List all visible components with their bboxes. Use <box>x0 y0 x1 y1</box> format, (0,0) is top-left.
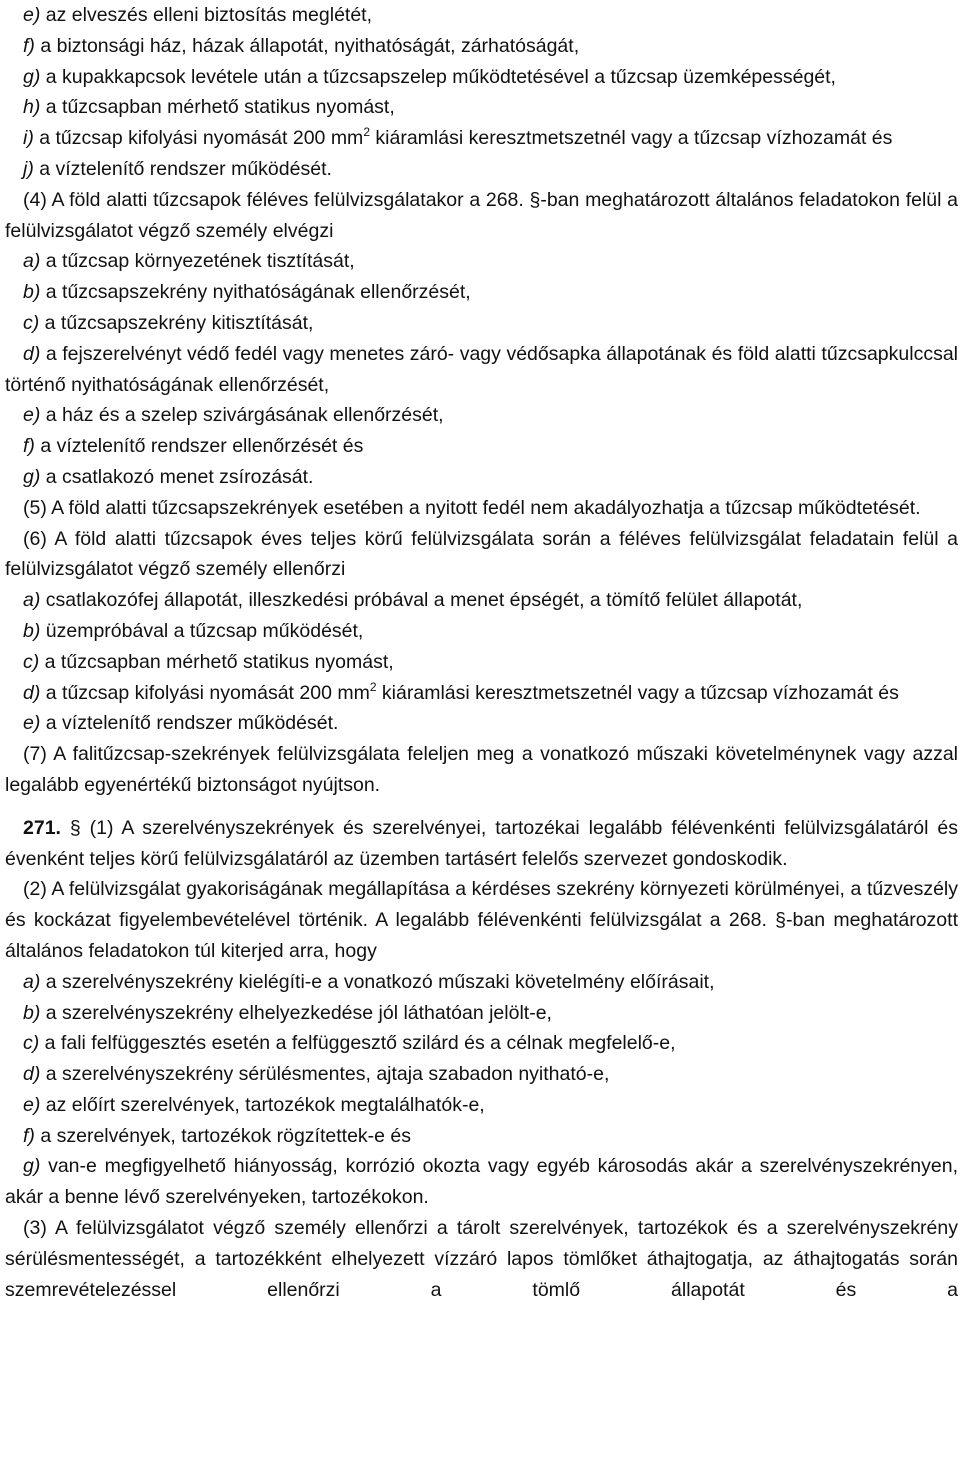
list-item-e: e) az elveszés elleni biztosítás meglétét, <box>23 4 373 26</box>
paragraph-2: (2) A felülvizsgálat gyakoriságának megállapítása a kérdéses szekrény környezeti körülményei, a tűzveszély és kockázat figyelembevételével történik. A legalább félévenkénti felülvizsgálat a 268. §-ban meghatározott általános feladatokon túl kiterjed arra, hogy <box>5 878 958 962</box>
list-item-g: g) a kupakkapcsok levétele után a tűzcsapszelep működtetésével a tűzcsap üzemképességét, <box>23 65 836 88</box>
list-item-e: e) a víztelenítő rendszer működését. <box>23 712 339 735</box>
list-item-e: e) a ház és a szelep szivárgásának ellenőrzését, <box>23 404 444 427</box>
section-number: 271. <box>23 816 61 839</box>
list-item-c: c) a tűzcsapszekrény kitisztítását, <box>23 311 314 334</box>
list-item-h: h) a tűzcsapban mérhető statikus nyomást, <box>23 96 395 119</box>
list-item-b: b) a tűzcsapszekrény nyithatóságának ellenőrzését, <box>23 281 471 304</box>
list-item-d: d) a fejszerelvényt védő fedél vagy menetes záró- vagy védősapka állapotának és föld alatti tűzcsapkulccsal történő nyithatóságának ellenőrzését, <box>5 342 958 396</box>
list-item-a: a) a tűzcsap környezetének tisztítását, <box>23 250 355 273</box>
paragraph-5: (5) A föld alatti tűzcsapszekrények esetében a nyitott fedél nem akadályozhatja a tűzcsap működtetését. <box>23 496 921 519</box>
list-item-e: e) az előírt szerelvények, tartozékok megtalálhatók-e, <box>23 1093 485 1116</box>
list-item-f: f) a szerelvények, tartozékok rögzítettek-e és <box>23 1124 412 1147</box>
section-271-paragraph-1: 271. § (1) A szerelvényszekrények és szerelvényei, tartozékai legalább félévenkénti felülvizsgálatáról és évenként teljes körű felülvizsgálatáról az üzemben tartásért felelős szervezet gondoskodik. <box>5 816 958 870</box>
list-item-j: j) a víztelenítő rendszer működését. <box>23 157 332 180</box>
document-page <box>5 0 958 1305</box>
paragraph-3: (3) A felülvizsgálatot végző személy ellenőrzi a tárolt szerelvények, tartozékok és a szerelvényszekrény sérülésmentességét, a tartozékként elhelyezett vízzáró lapos tömlőket áthajtogatja, az áthajtogatás során szemrevételezéssel ellenőrzi a tömlő állapotát és a <box>5 1217 958 1301</box>
paragraph-7: (7) A falitűzcsap-szekrények felülvizsgálata feleljen meg a vonatkozó műszaki követelménynek vagy azzal legalább egyenértékű biztonságot nyújtson. <box>5 743 958 796</box>
list-item-f: f) a víztelenítő rendszer ellenőrzését és <box>23 435 364 458</box>
list-item-c: c) a tűzcsapban mérhető statikus nyomást, <box>23 650 394 673</box>
list-item-g: g) van-e megfigyelhető hiányosság, korrózió okozta vagy egyéb károsodás akár a szerelvényszekrényen, akár a benne lévő szerelvényeken, tartozékokon. <box>5 1155 958 1209</box>
list-item-b: b) üzempróbával a tűzcsap működését, <box>23 619 364 642</box>
list-item-d: d) a tűzcsap kifolyási nyomását 200 $mm^2$ kiáramlási keresztmetszetnél vagy a tűzcsap vízhozamát és <box>23 679 899 704</box>
list-item-g: g) a csatlakozó menet zsírozását. <box>23 465 314 488</box>
list-item-d: d) a szerelvényszekrény sérülésmentes, ajtaja szabadon nyitható-e, <box>23 1063 610 1086</box>
list-item-i: i) a tűzcsap kifolyási nyomását 200 $mm^2$ kiáramlási keresztmetszetnél vagy a tűzcsap vízhozamát és <box>23 125 893 150</box>
list-item-a: a) a szerelvényszekrény kielégíti-e a vonatkozó műszaki követelmény előírásait, <box>23 970 715 993</box>
paragraph-4: (4) A föld alatti tűzcsapok féléves felülvizsgálatakor a 268. §-ban meghatározott általános feladatokon felül a felülvizsgálatot végző személy elvégzi <box>5 188 958 242</box>
list-item-a: a) csatlakozófej állapotát, illeszkedési próbával a menet épségét, a tömítő felület állapotát, <box>23 589 803 612</box>
paragraph-6: (6) A föld alatti tűzcsapok éves teljes körű felülvizsgálata során a féléves felülvizsgálat feladatain felül a felülvizsgálatot végző személy ellenőrzi <box>5 527 958 581</box>
list-item-b: b) a szerelvényszekrény elhelyezkedése jól láthatóan jelölt-e, <box>23 1001 552 1024</box>
list-item-f: f) a biztonsági ház, házak állapotát, nyithatóságát, zárhatóságát, <box>23 34 580 57</box>
list-item-c: c) a fali felfüggesztés esetén a felfüggesztő szilárd és a célnak megfelelő-e, <box>23 1032 676 1055</box>
